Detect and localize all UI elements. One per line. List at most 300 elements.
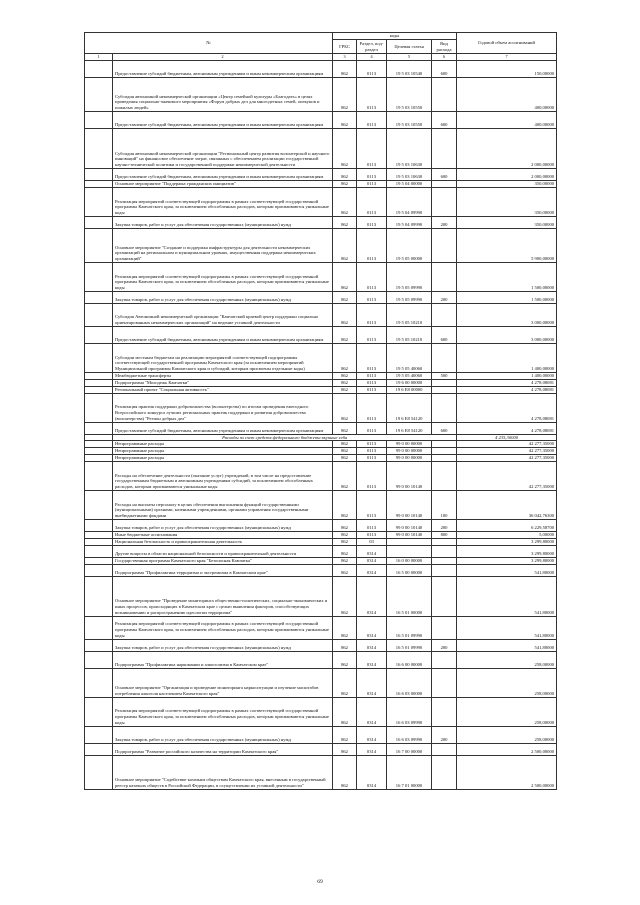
- table-row: [85, 519, 557, 531]
- budget-table: [84, 32, 557, 790]
- grbs-cell: 862: [333, 519, 357, 531]
- section-cell: 0314: [357, 557, 387, 564]
- expense-type-cell: [432, 668, 457, 697]
- grbs-cell: 862: [333, 726, 357, 743]
- section-cell: 0314: [357, 743, 387, 755]
- column-number: 6: [432, 54, 457, 61]
- table-row: [85, 576, 557, 616]
- table-row: [85, 304, 557, 327]
- amount-cell: 3 000,00000: [457, 304, 557, 327]
- grbs-cell: 862: [333, 422, 357, 434]
- section-cell: 0113: [357, 61, 387, 78]
- amount-cell: 2 000,00000: [457, 169, 557, 181]
- amount-cell: 3 000,00000: [457, 327, 557, 344]
- article-cell: 19 5 05 10210: [387, 327, 432, 344]
- row-number-cell: [85, 531, 113, 538]
- item-name-cell: Субсидии местным бюджетам на реализацию мероприятий соответствующей подпрограммы соответствующей государственной программы Камчатского края (за исключением мероприятий Муниципальной программы Камчатского края и субсидий, которым присвоены отдельные коды): [113, 344, 333, 373]
- section-cell: 0314: [357, 545, 387, 557]
- item-name-cell: Межбюджетные трансферты: [113, 373, 333, 380]
- grbs-cell: 862: [333, 564, 357, 576]
- article-cell: 16 6 03 09990: [387, 697, 432, 726]
- article-cell: 16 7 01 00000: [387, 755, 432, 789]
- expense-type-cell: [432, 755, 457, 789]
- article-cell: 19 5 05 10210: [387, 304, 432, 327]
- section-cell: 0113: [357, 181, 387, 188]
- item-name-cell: Реализация мероприятий соответствующей подпрограммы в рамках соответствующей государственной программы Камчатского края, за исключением обособленных расходов, которым присваиваются уникальные коды: [113, 616, 333, 639]
- note-spacer: [85, 434, 113, 441]
- section-cell: 0113: [357, 531, 387, 538]
- amount-cell: 541,80000: [457, 639, 557, 651]
- amount-cell: 541,80000: [457, 616, 557, 639]
- section-cell: 0113: [357, 112, 387, 129]
- item-name-cell: Другие вопросы в области национальной безопасности и правоохранительной деятельности: [113, 545, 333, 557]
- grbs-cell: 862: [333, 373, 357, 380]
- item-name-cell: Закупка товаров, работ и услуг для обеспечения государственных (муниципальных) нужд: [113, 639, 333, 651]
- section-cell: 0113: [357, 129, 387, 169]
- row-number-cell: [85, 448, 113, 455]
- article-cell: 99 0 00 00000: [387, 441, 432, 448]
- article-cell: 16 0 00 00000: [387, 557, 432, 564]
- item-name-cell: Основное мероприятие "Содействие казачьим обществам Камчатского края, внесенным в государственный реестр казачьих обществ в Российской Федерации, в осуществлении их уставной деятельности": [113, 755, 333, 789]
- article-cell: 19 5 05 09990: [387, 292, 432, 304]
- article-cell: 16 6 00 00000: [387, 651, 432, 668]
- expense-type-cell: 200: [432, 217, 457, 229]
- header-section: Раздел, под-раздел: [357, 40, 387, 54]
- amount-cell: 541,80000: [457, 576, 557, 616]
- amount-cell: 4 235,30000: [457, 434, 557, 441]
- table-row: [85, 461, 557, 490]
- column-number: 2: [113, 54, 333, 61]
- row-number-cell: [85, 454, 113, 461]
- item-name-cell: Основное мероприятие "Организация и проведение мониторинга наркоситуации и изучение масштабов потребления алкоголя населением Камчатского края": [113, 668, 333, 697]
- header-codes-group: коды: [333, 33, 457, 40]
- section-cell: 0113: [357, 292, 387, 304]
- section-cell: 0113: [357, 304, 387, 327]
- expense-type-cell: [432, 393, 457, 422]
- item-name-cell: Предоставление субсидий бюджетным, автономным учреждениям и иным некоммерческим организациям: [113, 169, 333, 181]
- grbs-cell: 862: [333, 651, 357, 668]
- table-row: [85, 726, 557, 743]
- expense-type-cell: [432, 743, 457, 755]
- article-cell: [387, 538, 432, 545]
- table-row: [85, 564, 557, 576]
- section-cell: 0113: [357, 78, 387, 112]
- section-cell: 0314: [357, 576, 387, 616]
- table-row: [85, 531, 557, 538]
- amount-cell: 2 500,00000: [457, 755, 557, 789]
- row-number-cell: [85, 461, 113, 490]
- grbs-cell: 862: [333, 393, 357, 422]
- section-cell: 0113: [357, 441, 387, 448]
- table-row: [85, 490, 557, 519]
- article-cell: 99 0 00 00000: [387, 448, 432, 455]
- section-cell: 0113: [357, 373, 387, 380]
- item-name-cell: Региональный проект "Социальная активность": [113, 386, 333, 393]
- section-cell: 0314: [357, 755, 387, 789]
- article-cell: 19 5 04 09990: [387, 217, 432, 229]
- item-name-cell: Предоставление субсидий бюджетным, автономным учреждениям и иным некоммерческим организациям: [113, 422, 333, 434]
- section-cell: 0113: [357, 217, 387, 229]
- amount-cell: 350,00000: [457, 217, 557, 229]
- amount-cell: 4 278,08081: [457, 379, 557, 386]
- row-number-cell: [85, 557, 113, 564]
- expense-type-cell: 200: [432, 292, 457, 304]
- item-name-cell: Непрограммные расходы: [113, 441, 333, 448]
- table-body: [85, 61, 557, 790]
- amount-cell: 42 277,35000: [457, 461, 557, 490]
- expense-type-cell: [432, 448, 457, 455]
- grbs-cell: 862: [333, 448, 357, 455]
- table-row: [85, 557, 557, 564]
- article-cell: 99 0 00 10140: [387, 519, 432, 531]
- column-number: 7: [457, 54, 557, 61]
- row-number-cell: [85, 726, 113, 743]
- table-row: [85, 422, 557, 434]
- item-name-cell: Закупка товаров, работ и услуг для обеспечения государственных (муниципальных) нужд: [113, 519, 333, 531]
- amount-cell: 1 400,00000: [457, 373, 557, 380]
- expense-type-cell: 100: [432, 490, 457, 519]
- expense-type-cell: 600: [432, 61, 457, 78]
- row-number-cell: [85, 519, 113, 531]
- item-name-cell: Подпрограмма "Профилактика терроризма и экстремизма в Камчатском крае": [113, 564, 333, 576]
- item-name-cell: Субсидия автономной некоммерческой организации «Центр семейной культуры «Благодать» в целях проведения социально-значимого мероприятия «Форум добрых дел для многодетных семей, опекунов и пожилых людей»: [113, 78, 333, 112]
- row-number-cell: [85, 61, 113, 78]
- article-cell: 16 7 00 00000: [387, 743, 432, 755]
- column-number: 4: [357, 54, 387, 61]
- item-name-cell: Основное мероприятие "Поддержка гражданских инициатив": [113, 181, 333, 188]
- row-number-cell: [85, 755, 113, 789]
- article-cell: 16 5 01 09990: [387, 616, 432, 639]
- table-row: [85, 263, 557, 292]
- row-number-cell: [85, 538, 113, 545]
- row-number-cell: [85, 112, 113, 129]
- header-expense-type: Вид расхода: [432, 40, 457, 54]
- grbs-cell: 862: [333, 78, 357, 112]
- article-cell: 19 5 03 10550: [387, 78, 432, 112]
- amount-cell: 400,00000: [457, 78, 557, 112]
- section-cell: 0113: [357, 379, 387, 386]
- article-cell: 19 5 05 00000: [387, 229, 432, 263]
- row-number-cell: [85, 78, 113, 112]
- article-cell: 19 5 04 00000: [387, 181, 432, 188]
- grbs-cell: 862: [333, 755, 357, 789]
- section-cell: 03: [357, 538, 387, 545]
- expense-type-cell: 600: [432, 327, 457, 344]
- amount-cell: 42 277,35000: [457, 441, 557, 448]
- amount-cell: 1 400,00000: [457, 344, 557, 373]
- grbs-cell: 862: [333, 490, 357, 519]
- item-name-cell: Реализация практик поддержки добровольчества (волонтерства) по итогам проведения ежегодного Всероссийского конкурса лучших региональных практик поддержки и развития добровольчества (волонтерства) "Регион добрых дел": [113, 393, 333, 422]
- header-total: Годовой объем ассигнований: [457, 33, 557, 54]
- amount-cell: 6 229,58700: [457, 519, 557, 531]
- table-row: [85, 292, 557, 304]
- item-name-cell: Основное мероприятие "Создание и поддержка инфраструктуры для деятельности некоммерческих организаций на региональном и муниципальном уровнях, имущественная поддержка некоммерческих организаций": [113, 229, 333, 263]
- amount-cell: 350,00000: [457, 188, 557, 217]
- table-row: [85, 639, 557, 651]
- item-name-cell: Государственная программа Камчатского края "Безопасная Камчатка": [113, 557, 333, 564]
- table-row: [85, 78, 557, 112]
- table-row: [85, 393, 557, 422]
- grbs-cell: 862: [333, 538, 357, 545]
- item-name-cell: Основное мероприятие "Проведение мониторинга общественно-политических, социально-экономических и иных процессов, происходящих в Камчатском крае с целью выявления факторов, способствующих возникновению и распространению идеологии терроризма": [113, 576, 333, 616]
- row-number-cell: [85, 229, 113, 263]
- grbs-cell: 862: [333, 461, 357, 490]
- grbs-cell: 862: [333, 557, 357, 564]
- article-cell: [387, 545, 432, 557]
- grbs-cell: 862: [333, 576, 357, 616]
- row-number-cell: [85, 327, 113, 344]
- expense-type-cell: [432, 461, 457, 490]
- grbs-cell: 862: [333, 169, 357, 181]
- item-name-cell: Подпрограмма "Развитие российского казачества на территории Камчатского края": [113, 743, 333, 755]
- table-row: [85, 217, 557, 229]
- column-number: 5: [387, 54, 432, 61]
- amount-cell: 541,80000: [457, 564, 557, 576]
- row-number-cell: [85, 129, 113, 169]
- grbs-cell: 862: [333, 743, 357, 755]
- table-row: [85, 129, 557, 169]
- row-number-cell: [85, 697, 113, 726]
- expense-type-cell: 500: [432, 373, 457, 380]
- row-number-cell: [85, 743, 113, 755]
- header-article: Целевая статья: [387, 40, 432, 54]
- row-number-cell: [85, 668, 113, 697]
- item-name-cell: Реализация мероприятий соответствующей подпрограммы в рамках соответствующей государственной программы Камчатского края, за исключением обособленных расходов, которым присваиваются уникальные коды: [113, 188, 333, 217]
- expense-type-cell: [432, 616, 457, 639]
- expense-type-cell: [432, 129, 457, 169]
- expense-type-cell: [432, 697, 457, 726]
- header-grbs: ГРБС: [333, 40, 357, 54]
- table-row: [85, 651, 557, 668]
- article-cell: 19 6 E8 54120: [387, 393, 432, 422]
- table-row: [85, 61, 557, 78]
- expense-type-cell: [432, 386, 457, 393]
- item-name-cell: Национальная безопасность и правоохранительная деятельность: [113, 538, 333, 545]
- row-number-cell: [85, 576, 113, 616]
- grbs-cell: 862: [333, 327, 357, 344]
- section-cell: 0113: [357, 188, 387, 217]
- expense-type-cell: [432, 344, 457, 373]
- expense-type-cell: 600: [432, 112, 457, 129]
- grbs-cell: 862: [333, 379, 357, 386]
- row-number-cell: [85, 217, 113, 229]
- row-number-cell: [85, 169, 113, 181]
- section-cell: 0113: [357, 490, 387, 519]
- table-row: [85, 616, 557, 639]
- row-number-cell: [85, 545, 113, 557]
- grbs-cell: 862: [333, 181, 357, 188]
- expense-type-cell: [432, 304, 457, 327]
- column-number: 1: [85, 54, 113, 61]
- article-cell: 99 0 00 00000: [387, 454, 432, 461]
- section-cell: 0314: [357, 668, 387, 697]
- row-number-cell: [85, 564, 113, 576]
- table-row: [85, 755, 557, 789]
- row-number-cell: [85, 393, 113, 422]
- article-cell: 16 6 03 09990: [387, 726, 432, 743]
- expense-type-cell: [432, 379, 457, 386]
- item-name-cell: Предоставление субсидий бюджетным, автономным учреждениям и иным некоммерческим организациям: [113, 61, 333, 78]
- grbs-cell: 862: [333, 697, 357, 726]
- grbs-cell: 862: [333, 129, 357, 169]
- item-name-cell: Иные бюджетные ассигнования: [113, 531, 333, 538]
- article-cell: 99 0 00 10140: [387, 461, 432, 490]
- table-row: [85, 545, 557, 557]
- amount-cell: 150,00000: [457, 61, 557, 78]
- amount-cell: 3 299,80000: [457, 557, 557, 564]
- grbs-cell: 862: [333, 112, 357, 129]
- table-row: [85, 668, 557, 697]
- amount-cell: 258,00000: [457, 651, 557, 668]
- row-number-cell: [85, 379, 113, 386]
- expense-type-cell: 200: [432, 726, 457, 743]
- grbs-cell: 862: [333, 292, 357, 304]
- article-cell: 16 5 01 00000: [387, 576, 432, 616]
- section-cell: 0113: [357, 448, 387, 455]
- grbs-cell: 862: [333, 304, 357, 327]
- article-cell: 19 6 E8 54120: [387, 422, 432, 434]
- amount-cell: 400,00000: [457, 112, 557, 129]
- section-cell: 0314: [357, 616, 387, 639]
- section-cell: 0314: [357, 564, 387, 576]
- expense-type-cell: 200: [432, 519, 457, 531]
- row-number-cell: [85, 292, 113, 304]
- article-cell: 19 6 00 00000: [387, 379, 432, 386]
- expense-type-cell: [432, 564, 457, 576]
- column-number: 3: [333, 54, 357, 61]
- row-number-cell: [85, 441, 113, 448]
- item-name-cell: Реализация мероприятий соответствующей подпрограммы в рамках соответствующей государственной программы Камчатского края, за исключением обособленных расходов, которым присваиваются уникальные коды: [113, 263, 333, 292]
- amount-cell: 42 277,35000: [457, 454, 557, 461]
- section-cell: 0113: [357, 229, 387, 263]
- table-row: [85, 188, 557, 217]
- article-cell: 99 0 00 10140: [387, 531, 432, 538]
- expense-type-cell: [432, 229, 457, 263]
- expense-type-cell: [432, 557, 457, 564]
- article-cell: 19 5 05 40060: [387, 344, 432, 373]
- section-cell: 0113: [357, 327, 387, 344]
- amount-cell: 42 277,35000: [457, 448, 557, 455]
- article-cell: 99 0 00 10140: [387, 490, 432, 519]
- amount-cell: 36 042,76300: [457, 490, 557, 519]
- table-header: [85, 33, 557, 61]
- section-cell: 0113: [357, 169, 387, 181]
- article-cell: 19 5 03 10630: [387, 129, 432, 169]
- amount-cell: 350,00000: [457, 181, 557, 188]
- table-row: [85, 373, 557, 380]
- row-number-cell: [85, 373, 113, 380]
- expense-type-cell: [432, 78, 457, 112]
- article-cell: 19 5 03 10630: [387, 169, 432, 181]
- item-name-cell: Предоставление субсидий бюджетным, автономным учреждениям и иным некоммерческим организациям: [113, 112, 333, 129]
- item-name-cell: Подпрограмма "Профилактика наркомании и алкоголизма в Камчатском крае": [113, 651, 333, 668]
- amount-cell: 5 900,00000: [457, 229, 557, 263]
- item-name-cell: Подпрограмма "Молодежь Камчатки": [113, 379, 333, 386]
- item-name-cell: Расходы на выплаты персоналу в целях обеспечения выполнения функций государственными (муниципальными) органами, казенными учреждениями, органами управления государственными внебюджетными фондами: [113, 490, 333, 519]
- table-row: [85, 697, 557, 726]
- amount-cell: 4 278,08081: [457, 386, 557, 393]
- row-number-cell: [85, 490, 113, 519]
- expense-type-cell: 800: [432, 531, 457, 538]
- row-number-cell: [85, 639, 113, 651]
- table-row: [85, 229, 557, 263]
- item-name-cell: Расходы на обеспечение деятельности (оказание услуг) учреждений, в том числе на предоставление государственным бюджетным и автономным учреждениям субсидий, за исключением обособленных расходов, которым присваиваются уникальные коды: [113, 461, 333, 490]
- table-row: [85, 169, 557, 181]
- table-row: [85, 379, 557, 386]
- section-cell: 0113: [357, 344, 387, 373]
- grbs-cell: 862: [333, 344, 357, 373]
- expense-type-cell: 600: [432, 169, 457, 181]
- amount-cell: 2 500,00000: [457, 743, 557, 755]
- table-row: [85, 441, 557, 448]
- article-cell: 19 5 03 10550: [387, 112, 432, 129]
- amount-cell: 3 299,80000: [457, 545, 557, 557]
- expense-type-cell: [432, 576, 457, 616]
- expense-type-cell: 200: [432, 639, 457, 651]
- table-row: [85, 327, 557, 344]
- item-name-cell: Непрограммные расходы: [113, 448, 333, 455]
- header-number: №: [85, 33, 333, 54]
- section-cell: 0113: [357, 393, 387, 422]
- section-cell: 0314: [357, 651, 387, 668]
- row-number-cell: [85, 263, 113, 292]
- grbs-cell: 862: [333, 386, 357, 393]
- grbs-cell: 862: [333, 188, 357, 217]
- section-cell: 0314: [357, 697, 387, 726]
- section-cell: 0113: [357, 461, 387, 490]
- table-row: [85, 448, 557, 455]
- expense-type-cell: [432, 263, 457, 292]
- amount-cell: 4 278,08081: [457, 393, 557, 422]
- expense-type-cell: [432, 538, 457, 545]
- amount-cell: 1 500,00000: [457, 263, 557, 292]
- section-cell: 0314: [357, 639, 387, 651]
- item-name-cell: Закупка товаров, работ и услуг для обеспечения государственных (муниципальных) нужд: [113, 217, 333, 229]
- article-cell: 16 6 03 00000: [387, 668, 432, 697]
- note-text: Расходы за счет средств федерального бюджета вкупные себя: [113, 434, 457, 441]
- row-number-cell: [85, 344, 113, 373]
- row-number-cell: [85, 181, 113, 188]
- table-row: [85, 454, 557, 461]
- expense-type-cell: [432, 545, 457, 557]
- amount-cell: 258,00000: [457, 697, 557, 726]
- row-number-cell: [85, 188, 113, 217]
- expense-type-cell: [432, 441, 457, 448]
- row-number-cell: [85, 422, 113, 434]
- grbs-cell: 862: [333, 545, 357, 557]
- amount-cell: 258,00000: [457, 668, 557, 697]
- amount-cell: 5,00000: [457, 531, 557, 538]
- table-row: [85, 386, 557, 393]
- amount-cell: 1 500,00000: [457, 292, 557, 304]
- section-cell: 0314: [357, 726, 387, 743]
- grbs-cell: 862: [333, 229, 357, 263]
- column-numbers-row: [85, 54, 557, 61]
- row-number-cell: [85, 304, 113, 327]
- amount-cell: 2 000,00000: [457, 129, 557, 169]
- page-number: 69: [317, 879, 323, 885]
- table-row: [85, 538, 557, 545]
- grbs-cell: 862: [333, 263, 357, 292]
- grbs-cell: 862: [333, 616, 357, 639]
- section-cell: 0113: [357, 454, 387, 461]
- table-row: [85, 112, 557, 129]
- item-name-cell: Субсидия Автономной некоммерческой организации "Камчатский краевой центр поддержки социально ориентированных некоммерческих организаций" на ведение уставной деятельности: [113, 304, 333, 327]
- section-cell: 0113: [357, 263, 387, 292]
- row-number-cell: [85, 651, 113, 668]
- article-cell: 19 5 05 40060: [387, 373, 432, 380]
- amount-cell: 4 278,08081: [457, 422, 557, 434]
